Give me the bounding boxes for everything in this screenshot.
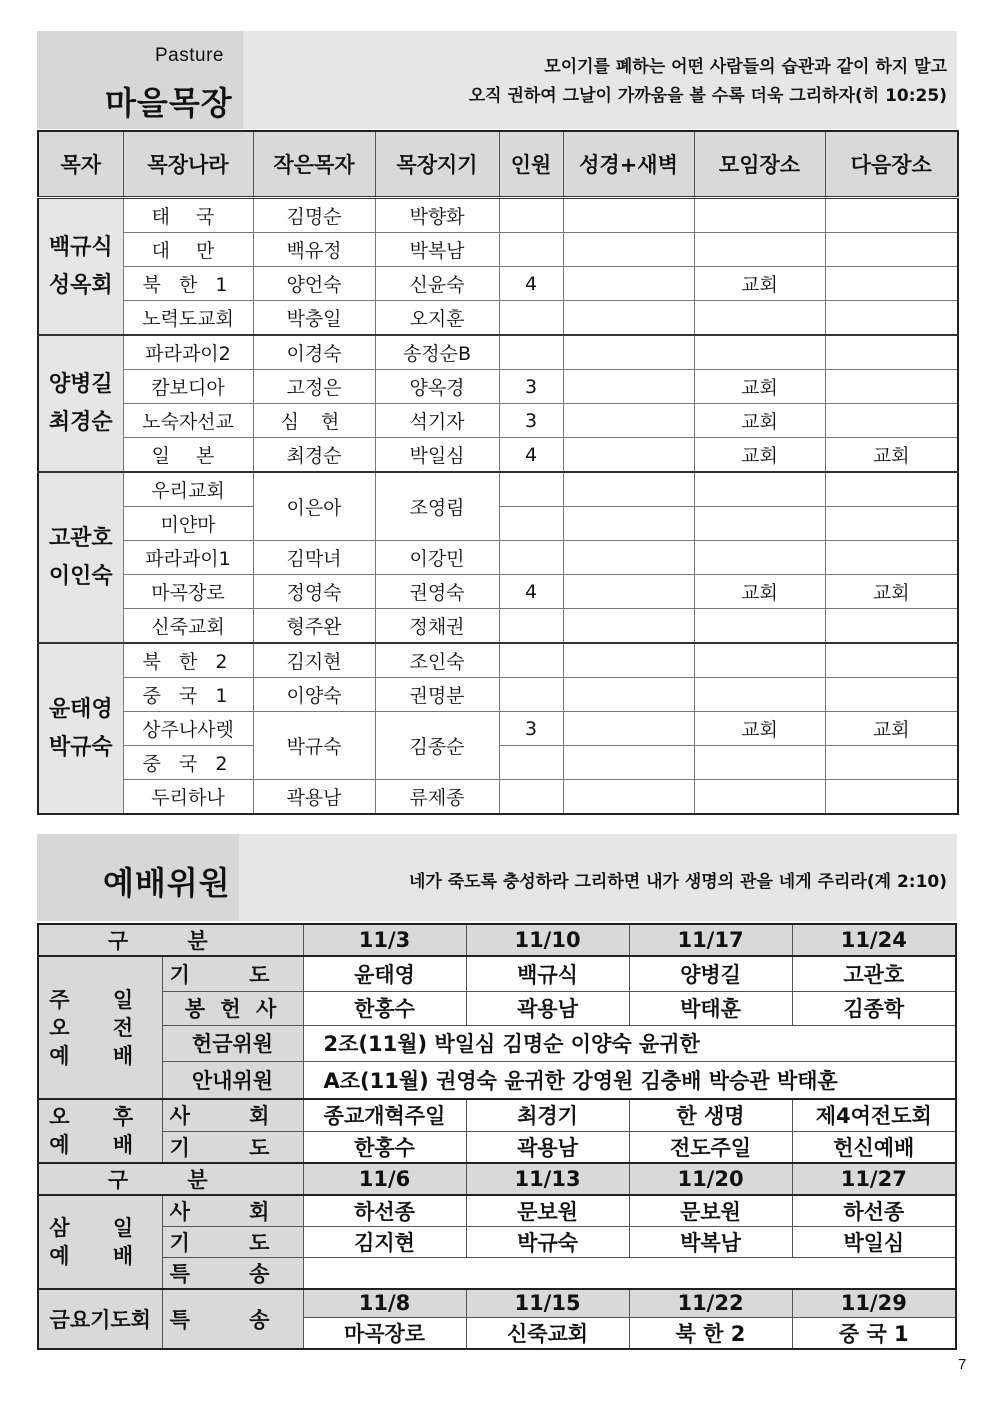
offering-committee-label: 헌금위원 xyxy=(162,1025,303,1061)
keeper-cell: 권영숙 xyxy=(375,575,499,609)
bible-cell xyxy=(563,267,694,301)
table-row xyxy=(38,991,956,1025)
pastor-cell xyxy=(38,335,123,472)
keeper-cell: 박복남 xyxy=(375,233,499,267)
table-row xyxy=(38,438,958,473)
am-offering-cell: 곽용남 xyxy=(466,991,629,1025)
bible-cell xyxy=(563,643,694,678)
pm-prayer-cell: 전도주일 xyxy=(629,1131,792,1163)
keeper-cell: 김종순 xyxy=(375,712,499,780)
place-cell xyxy=(694,541,825,575)
keeper-cell: 박향화 xyxy=(375,198,499,233)
bible-cell xyxy=(563,370,694,404)
date-cell: 11/3 xyxy=(303,924,466,956)
nation-cell: 캄보디아 xyxy=(123,370,253,404)
table-row xyxy=(38,780,958,815)
table-row xyxy=(38,1099,956,1131)
count-cell: 4 xyxy=(499,438,563,473)
next-place-cell xyxy=(825,507,958,541)
pastor-cell xyxy=(38,198,123,336)
bible-cell xyxy=(563,335,694,370)
worship-table xyxy=(37,923,957,1350)
place-cell xyxy=(694,780,825,815)
table-row xyxy=(38,541,958,575)
date-cell: 11/29 xyxy=(792,1289,956,1317)
next-place-cell xyxy=(825,609,958,644)
pm-host-cell: 제4여전도회 xyxy=(792,1099,956,1131)
nation-cell: 미얀마 xyxy=(123,507,253,541)
small-pastor-cell: 정영숙 xyxy=(253,575,375,609)
nation-cell: 우리교회 xyxy=(123,472,253,507)
nation-cell: 신죽교회 xyxy=(123,609,253,644)
next-place-cell xyxy=(825,404,958,438)
col-header-place: 모임장소 xyxy=(694,131,825,198)
page-number: 7 xyxy=(958,1356,967,1373)
small-pastor-cell: 이은아 xyxy=(253,472,375,541)
date-cell: 11/17 xyxy=(629,924,792,956)
sunday-am-label-line: 오 전 xyxy=(49,1015,152,1040)
bible-cell xyxy=(563,233,694,267)
count-cell xyxy=(499,507,563,541)
next-place-cell xyxy=(825,746,958,780)
place-cell: 교회 xyxy=(694,438,825,473)
wednesday-label xyxy=(38,1195,162,1289)
table-row xyxy=(38,1061,956,1099)
date-cell: 11/6 xyxy=(303,1163,466,1195)
place-cell: 교회 xyxy=(694,712,825,746)
place-cell: 교회 xyxy=(694,575,825,609)
next-place-cell xyxy=(825,643,958,678)
am-prayer-cell: 고관호 xyxy=(792,956,956,991)
bible-cell xyxy=(563,780,694,815)
table-row xyxy=(38,1163,956,1195)
col-header-keeper: 목장지기 xyxy=(375,131,499,198)
count-cell xyxy=(499,541,563,575)
next-place-cell xyxy=(825,541,958,575)
pasture-verse xyxy=(469,53,947,111)
col-header-next-place: 다음장소 xyxy=(825,131,958,198)
pasture-title-ko: 마을목장 xyxy=(105,84,233,122)
pm-host-cell: 종교개혁주일 xyxy=(303,1099,466,1131)
sunday-pm-label xyxy=(38,1099,162,1163)
bible-cell xyxy=(563,404,694,438)
small-pastor-cell: 이양숙 xyxy=(253,678,375,712)
usher-label: 안내위원 xyxy=(162,1061,303,1099)
date-cell: 11/15 xyxy=(466,1289,629,1317)
pastor-name: 백규식 xyxy=(48,234,113,260)
small-pastor-cell: 박충일 xyxy=(253,301,375,336)
pm-prayer-cell: 곽용남 xyxy=(466,1131,629,1163)
am-prayer-cell: 백규식 xyxy=(466,956,629,991)
special-song-label: 특 송 xyxy=(162,1289,303,1349)
date-cell: 11/13 xyxy=(466,1163,629,1195)
pasture-verse-line-1: 모이기를 폐하는 어떤 사람들의 습관과 같이 하지 말고 xyxy=(544,57,947,77)
host-label: 사 회 xyxy=(162,1195,303,1227)
count-cell: 4 xyxy=(499,267,563,301)
keeper-cell: 신윤숙 xyxy=(375,267,499,301)
bible-cell xyxy=(563,198,694,233)
place-cell xyxy=(694,472,825,507)
pasture-table xyxy=(37,130,959,815)
keeper-cell: 조인숙 xyxy=(375,643,499,678)
am-offering-cell: 박태훈 xyxy=(629,991,792,1025)
table-row xyxy=(38,575,958,609)
bible-cell xyxy=(563,472,694,507)
pasture-title-box xyxy=(37,31,243,129)
prayer-label: 기 도 xyxy=(162,956,303,991)
wed-special-song-cell xyxy=(303,1258,956,1290)
keeper-cell: 정채권 xyxy=(375,609,499,644)
count-cell xyxy=(499,643,563,678)
fri-song-cell: 북 한 2 xyxy=(629,1317,792,1349)
am-offering-cell: 한홍수 xyxy=(303,991,466,1025)
count-cell: 3 xyxy=(499,370,563,404)
wed-host-cell: 하선종 xyxy=(303,1195,466,1227)
worship-title-box xyxy=(37,834,239,921)
next-place-cell xyxy=(825,780,958,815)
am-offering-cell: 김종학 xyxy=(792,991,956,1025)
bible-cell xyxy=(563,609,694,644)
place-cell xyxy=(694,301,825,336)
next-place-cell: 교회 xyxy=(825,438,958,473)
small-pastor-cell: 심 현 xyxy=(253,404,375,438)
nation-cell: 상주나사렛 xyxy=(123,712,253,746)
nation-cell: 중 국 1 xyxy=(123,678,253,712)
next-place-cell xyxy=(825,198,958,233)
pastor-cell xyxy=(38,643,123,814)
table-row xyxy=(38,472,958,507)
small-pastor-cell: 고정은 xyxy=(253,370,375,404)
place-cell xyxy=(694,233,825,267)
table-row xyxy=(38,678,958,712)
table-row xyxy=(38,643,958,678)
count-cell xyxy=(499,472,563,507)
date-cell: 11/8 xyxy=(303,1289,466,1317)
table-row xyxy=(38,267,958,301)
small-pastor-cell: 김명순 xyxy=(253,198,375,233)
count-cell xyxy=(499,301,563,336)
pastor-name: 윤태영 xyxy=(48,696,113,722)
table-row xyxy=(38,1131,956,1163)
next-place-cell xyxy=(825,233,958,267)
col-header-bible: 성경+새벽 xyxy=(563,131,694,198)
pm-prayer-cell: 한홍수 xyxy=(303,1131,466,1163)
small-pastor-cell: 김막녀 xyxy=(253,541,375,575)
keeper-cell: 오지훈 xyxy=(375,301,499,336)
keeper-cell: 조영림 xyxy=(375,472,499,541)
am-prayer-cell: 윤태영 xyxy=(303,956,466,991)
count-cell xyxy=(499,780,563,815)
next-place-cell: 교회 xyxy=(825,712,958,746)
friday-label: 금요기도회 xyxy=(38,1289,162,1349)
table-row xyxy=(38,609,958,644)
count-cell xyxy=(499,198,563,233)
pm-host-cell: 한 생명 xyxy=(629,1099,792,1131)
count-cell xyxy=(499,335,563,370)
nation-cell: 파라과이2 xyxy=(123,335,253,370)
nation-cell: 두리하나 xyxy=(123,780,253,815)
sunday-pm-label-line: 예 배 xyxy=(49,1133,152,1157)
table-row xyxy=(38,404,958,438)
usher-value: A조(11월) 권영숙 윤귀한 강영원 김충배 박승관 박태훈 xyxy=(303,1061,956,1099)
count-cell: 3 xyxy=(499,404,563,438)
pastor-name: 양병길 xyxy=(48,371,113,397)
place-cell xyxy=(694,198,825,233)
place-cell xyxy=(694,643,825,678)
date-cell: 11/20 xyxy=(629,1163,792,1195)
nation-cell: 북 한 1 xyxy=(123,267,253,301)
bible-cell xyxy=(563,712,694,746)
keeper-cell: 석기자 xyxy=(375,404,499,438)
next-place-cell xyxy=(825,335,958,370)
pm-host-cell: 최경기 xyxy=(466,1099,629,1131)
pm-prayer-cell: 헌신예배 xyxy=(792,1131,956,1163)
place-cell xyxy=(694,609,825,644)
date-cell: 11/24 xyxy=(792,924,956,956)
wed-prayer-cell: 박규숙 xyxy=(466,1227,629,1258)
nation-cell: 대 만 xyxy=(123,233,253,267)
pasture-header-row xyxy=(38,131,958,198)
wednesday-label-line: 삼 일 xyxy=(49,1216,152,1240)
place-cell xyxy=(694,335,825,370)
table-row xyxy=(38,198,958,233)
col-header-pastor: 목자 xyxy=(38,131,123,198)
table-row xyxy=(38,956,956,991)
place-cell: 교회 xyxy=(694,370,825,404)
table-row xyxy=(38,924,956,956)
host-label: 사 회 xyxy=(162,1099,303,1131)
bible-cell xyxy=(563,575,694,609)
nation-cell: 노력도교회 xyxy=(123,301,253,336)
count-cell: 3 xyxy=(499,712,563,746)
table-row xyxy=(38,1025,956,1061)
col-header-small-pastor: 작은목자 xyxy=(253,131,375,198)
table-row xyxy=(38,712,958,746)
count-cell xyxy=(499,746,563,780)
gubun-label: 구 분 xyxy=(38,1163,303,1195)
pasture-verse-line-2: 오직 권하여 그날이 가까움을 볼 수록 더욱 그리하자(히 10:25) xyxy=(468,86,947,106)
gubun-label: 구 분 xyxy=(38,924,303,956)
next-place-cell xyxy=(825,370,958,404)
keeper-cell: 양옥경 xyxy=(375,370,499,404)
date-cell: 11/22 xyxy=(629,1289,792,1317)
keeper-cell: 박일심 xyxy=(375,438,499,473)
small-pastor-cell: 양언숙 xyxy=(253,267,375,301)
fri-song-cell: 중 국 1 xyxy=(792,1317,956,1349)
next-place-cell xyxy=(825,301,958,336)
small-pastor-cell: 최경순 xyxy=(253,438,375,473)
offering-committee-value: 2조(11월) 박일심 김명순 이양숙 윤귀한 xyxy=(303,1025,956,1061)
nation-cell: 북 한 2 xyxy=(123,643,253,678)
small-pastor-cell: 백유정 xyxy=(253,233,375,267)
nation-cell: 일 본 xyxy=(123,438,253,473)
fri-song-cell: 신죽교회 xyxy=(466,1317,629,1349)
keeper-cell: 권명분 xyxy=(375,678,499,712)
place-cell: 교회 xyxy=(694,267,825,301)
small-pastor-cell: 곽용남 xyxy=(253,780,375,815)
small-pastor-cell: 김지현 xyxy=(253,643,375,678)
next-place-cell xyxy=(825,678,958,712)
pastor-name: 이인숙 xyxy=(48,563,113,589)
count-cell xyxy=(499,678,563,712)
pastor-name: 박규숙 xyxy=(48,734,113,760)
wed-prayer-cell: 김지현 xyxy=(303,1227,466,1258)
wed-host-cell: 문보원 xyxy=(629,1195,792,1227)
offering-label: 봉 헌 사 xyxy=(162,991,303,1025)
prayer-label: 기 도 xyxy=(162,1227,303,1258)
pastor-cell xyxy=(38,472,123,643)
count-cell xyxy=(499,609,563,644)
pasture-title-en: Pasture xyxy=(155,45,224,66)
worship-title: 예배위원 xyxy=(103,864,231,902)
special-song-label: 특 송 xyxy=(162,1258,303,1290)
pastor-name: 최경순 xyxy=(48,409,113,435)
pasture-header xyxy=(37,31,957,129)
nation-cell: 마곡장로 xyxy=(123,575,253,609)
keeper-cell: 류제종 xyxy=(375,780,499,815)
table-row xyxy=(38,1195,956,1227)
date-cell: 11/10 xyxy=(466,924,629,956)
sunday-am-label xyxy=(38,956,162,1099)
table-row xyxy=(38,233,958,267)
place-cell xyxy=(694,746,825,780)
col-header-nation: 목장나라 xyxy=(123,131,253,198)
bible-cell xyxy=(563,678,694,712)
bible-cell xyxy=(563,507,694,541)
small-pastor-cell: 형주완 xyxy=(253,609,375,644)
bible-cell xyxy=(563,541,694,575)
count-cell: 4 xyxy=(499,575,563,609)
bible-cell xyxy=(563,301,694,336)
table-row xyxy=(38,1227,956,1258)
wednesday-label-line: 예 배 xyxy=(49,1244,152,1268)
pastor-name: 고관호 xyxy=(48,525,113,551)
table-row xyxy=(38,1289,956,1317)
am-prayer-cell: 양병길 xyxy=(629,956,792,991)
pastor-name: 성옥회 xyxy=(48,272,113,298)
nation-cell: 파라과이1 xyxy=(123,541,253,575)
keeper-cell: 이강민 xyxy=(375,541,499,575)
table-row xyxy=(38,335,958,370)
next-place-cell: 교회 xyxy=(825,575,958,609)
small-pastor-cell: 박규숙 xyxy=(253,712,375,780)
nation-cell: 노숙자선교 xyxy=(123,404,253,438)
small-pastor-cell: 이경숙 xyxy=(253,335,375,370)
sunday-pm-label-line: 오 후 xyxy=(49,1105,152,1129)
sunday-am-label-line: 예 배 xyxy=(49,1043,152,1068)
count-cell xyxy=(499,233,563,267)
place-cell xyxy=(694,507,825,541)
sunday-am-label-line: 주 일 xyxy=(49,987,152,1012)
prayer-label: 기 도 xyxy=(162,1131,303,1163)
table-row xyxy=(38,1258,956,1290)
keeper-cell: 송정순B xyxy=(375,335,499,370)
bible-cell xyxy=(563,746,694,780)
place-cell: 교회 xyxy=(694,404,825,438)
date-cell: 11/27 xyxy=(792,1163,956,1195)
nation-cell: 중 국 2 xyxy=(123,746,253,780)
worship-verse: 네가 죽도록 충성하라 그리하면 내가 생명의 관을 네게 주리라(계 2:10) xyxy=(408,872,947,892)
bible-cell xyxy=(563,438,694,473)
worship-header xyxy=(37,834,957,921)
wed-prayer-cell: 박복남 xyxy=(629,1227,792,1258)
table-row xyxy=(38,301,958,336)
wed-host-cell: 하선종 xyxy=(792,1195,956,1227)
place-cell xyxy=(694,678,825,712)
table-row xyxy=(38,370,958,404)
wed-host-cell: 문보원 xyxy=(466,1195,629,1227)
col-header-count: 인원 xyxy=(499,131,563,198)
nation-cell: 태 국 xyxy=(123,198,253,233)
next-place-cell xyxy=(825,472,958,507)
next-place-cell xyxy=(825,267,958,301)
wed-prayer-cell: 박일심 xyxy=(792,1227,956,1258)
fri-song-cell: 마곡장로 xyxy=(303,1317,466,1349)
